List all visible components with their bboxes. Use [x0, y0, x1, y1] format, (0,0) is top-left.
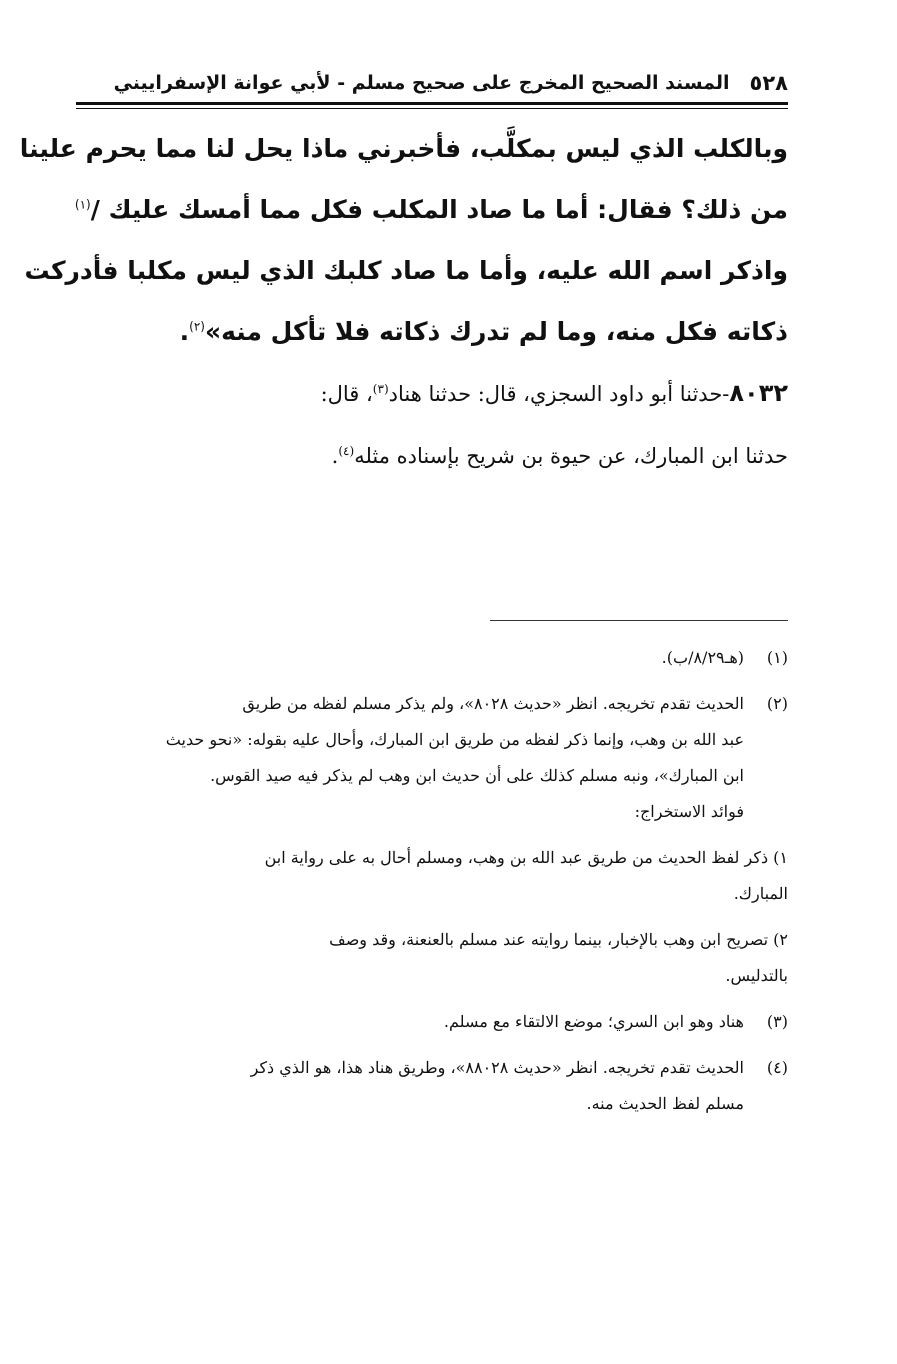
footnote-text: (هـ٨/٢٩/ب). [661, 648, 744, 667]
footnote-separator [490, 620, 788, 621]
footnote-ref: (١) [74, 197, 91, 212]
footnote-number: (٤) [766, 1058, 788, 1077]
text-line: من ذلك؟ فقال: أما ما صاد المكلب فكل مما أمسك عليك /$^{(١)}$ [74, 195, 788, 224]
footnote-number: (٣) [766, 1012, 788, 1031]
running-header [76, 66, 788, 100]
narration-paragraph [76, 362, 788, 487]
footnotes [76, 640, 788, 1132]
book-title: المسند الصحيح المخرج على صحيح مسلم - لأبي عوانة الإسفراييني [113, 72, 730, 94]
text-line: وبالكلب الذي ليس بمكلَّب، فأخبرني ماذا يحل لنا مما يحرم علينا [19, 134, 788, 163]
footnote-ref: (٤) [338, 444, 355, 458]
text-line: ٨٠٣٢-حدثنا أبو داود السجزي، قال: حدثنا هناد$^{(٣)}$، قال: [320, 379, 788, 407]
benefit-1: ١) ذكر لفظ الحديث من طريق عبد الله بن وهب، ومسلم أحال به على رواية ابن المبارك. [264, 848, 788, 903]
header-rule [76, 102, 788, 105]
page-number: ٥٢٨ [749, 71, 788, 95]
benefit-2: ٢) تصريح ابن وهب بالإخبار، بينما روايته عند مسلم بالعنعنة، وقد وصف بالتدليس. [329, 930, 788, 985]
header-rule-thin [76, 108, 788, 109]
footnote-ref: (٢) [189, 319, 205, 334]
hadith-number: ٨٠٣٢ [729, 379, 788, 407]
footnote-text: الحديث تقدم تخريجه. انظر «حديث ٨٠٢٨»، ولم يذكر مسلم لفظه من طريق عبد الله بن وهب، وإنما ذكر لفظه من طريق ابن المبارك، وأحال عليه بقوله: «نحو حديث ابن المبارك»، ونبه مسلم كذلك على أن حديث ابن وهب لم يذكر فيه صيد القوس. فوائد الاستخراج: [165, 694, 744, 821]
text-line: ذكاته فكل منه، وما لم تدرك ذكاته فلا تأكل منه»$^{(٢)}$. [179, 317, 788, 346]
text-line: حدثنا ابن المبارك، عن حيوة بن شريح بإسناده مثله$^{(٤)}$. [331, 444, 788, 468]
text-line: واذكر اسم الله عليه، وأما ما صاد كلبك الذي ليس مكلبا فأدركت [24, 256, 788, 285]
footnote-text: هناد وهو ابن السري؛ موضع الالتقاء مع مسلم. [443, 1012, 744, 1031]
footnote-4 [76, 1050, 788, 1122]
footnote-1 [76, 640, 788, 676]
footnote-number: (٢) [766, 694, 788, 713]
footnote-ref: (٣) [372, 382, 389, 396]
footnote-2 [76, 686, 788, 830]
footnote-3 [76, 1004, 788, 1040]
footnote-number: (١) [766, 648, 788, 667]
hadith-text [19, 118, 788, 362]
footnote-text: الحديث تقدم تخريجه. انظر «حديث ٨٨٠٢٨»، وطريق هناد هذا، هو الذي ذكر مسلم لفظ الحديث منه. [250, 1058, 744, 1113]
